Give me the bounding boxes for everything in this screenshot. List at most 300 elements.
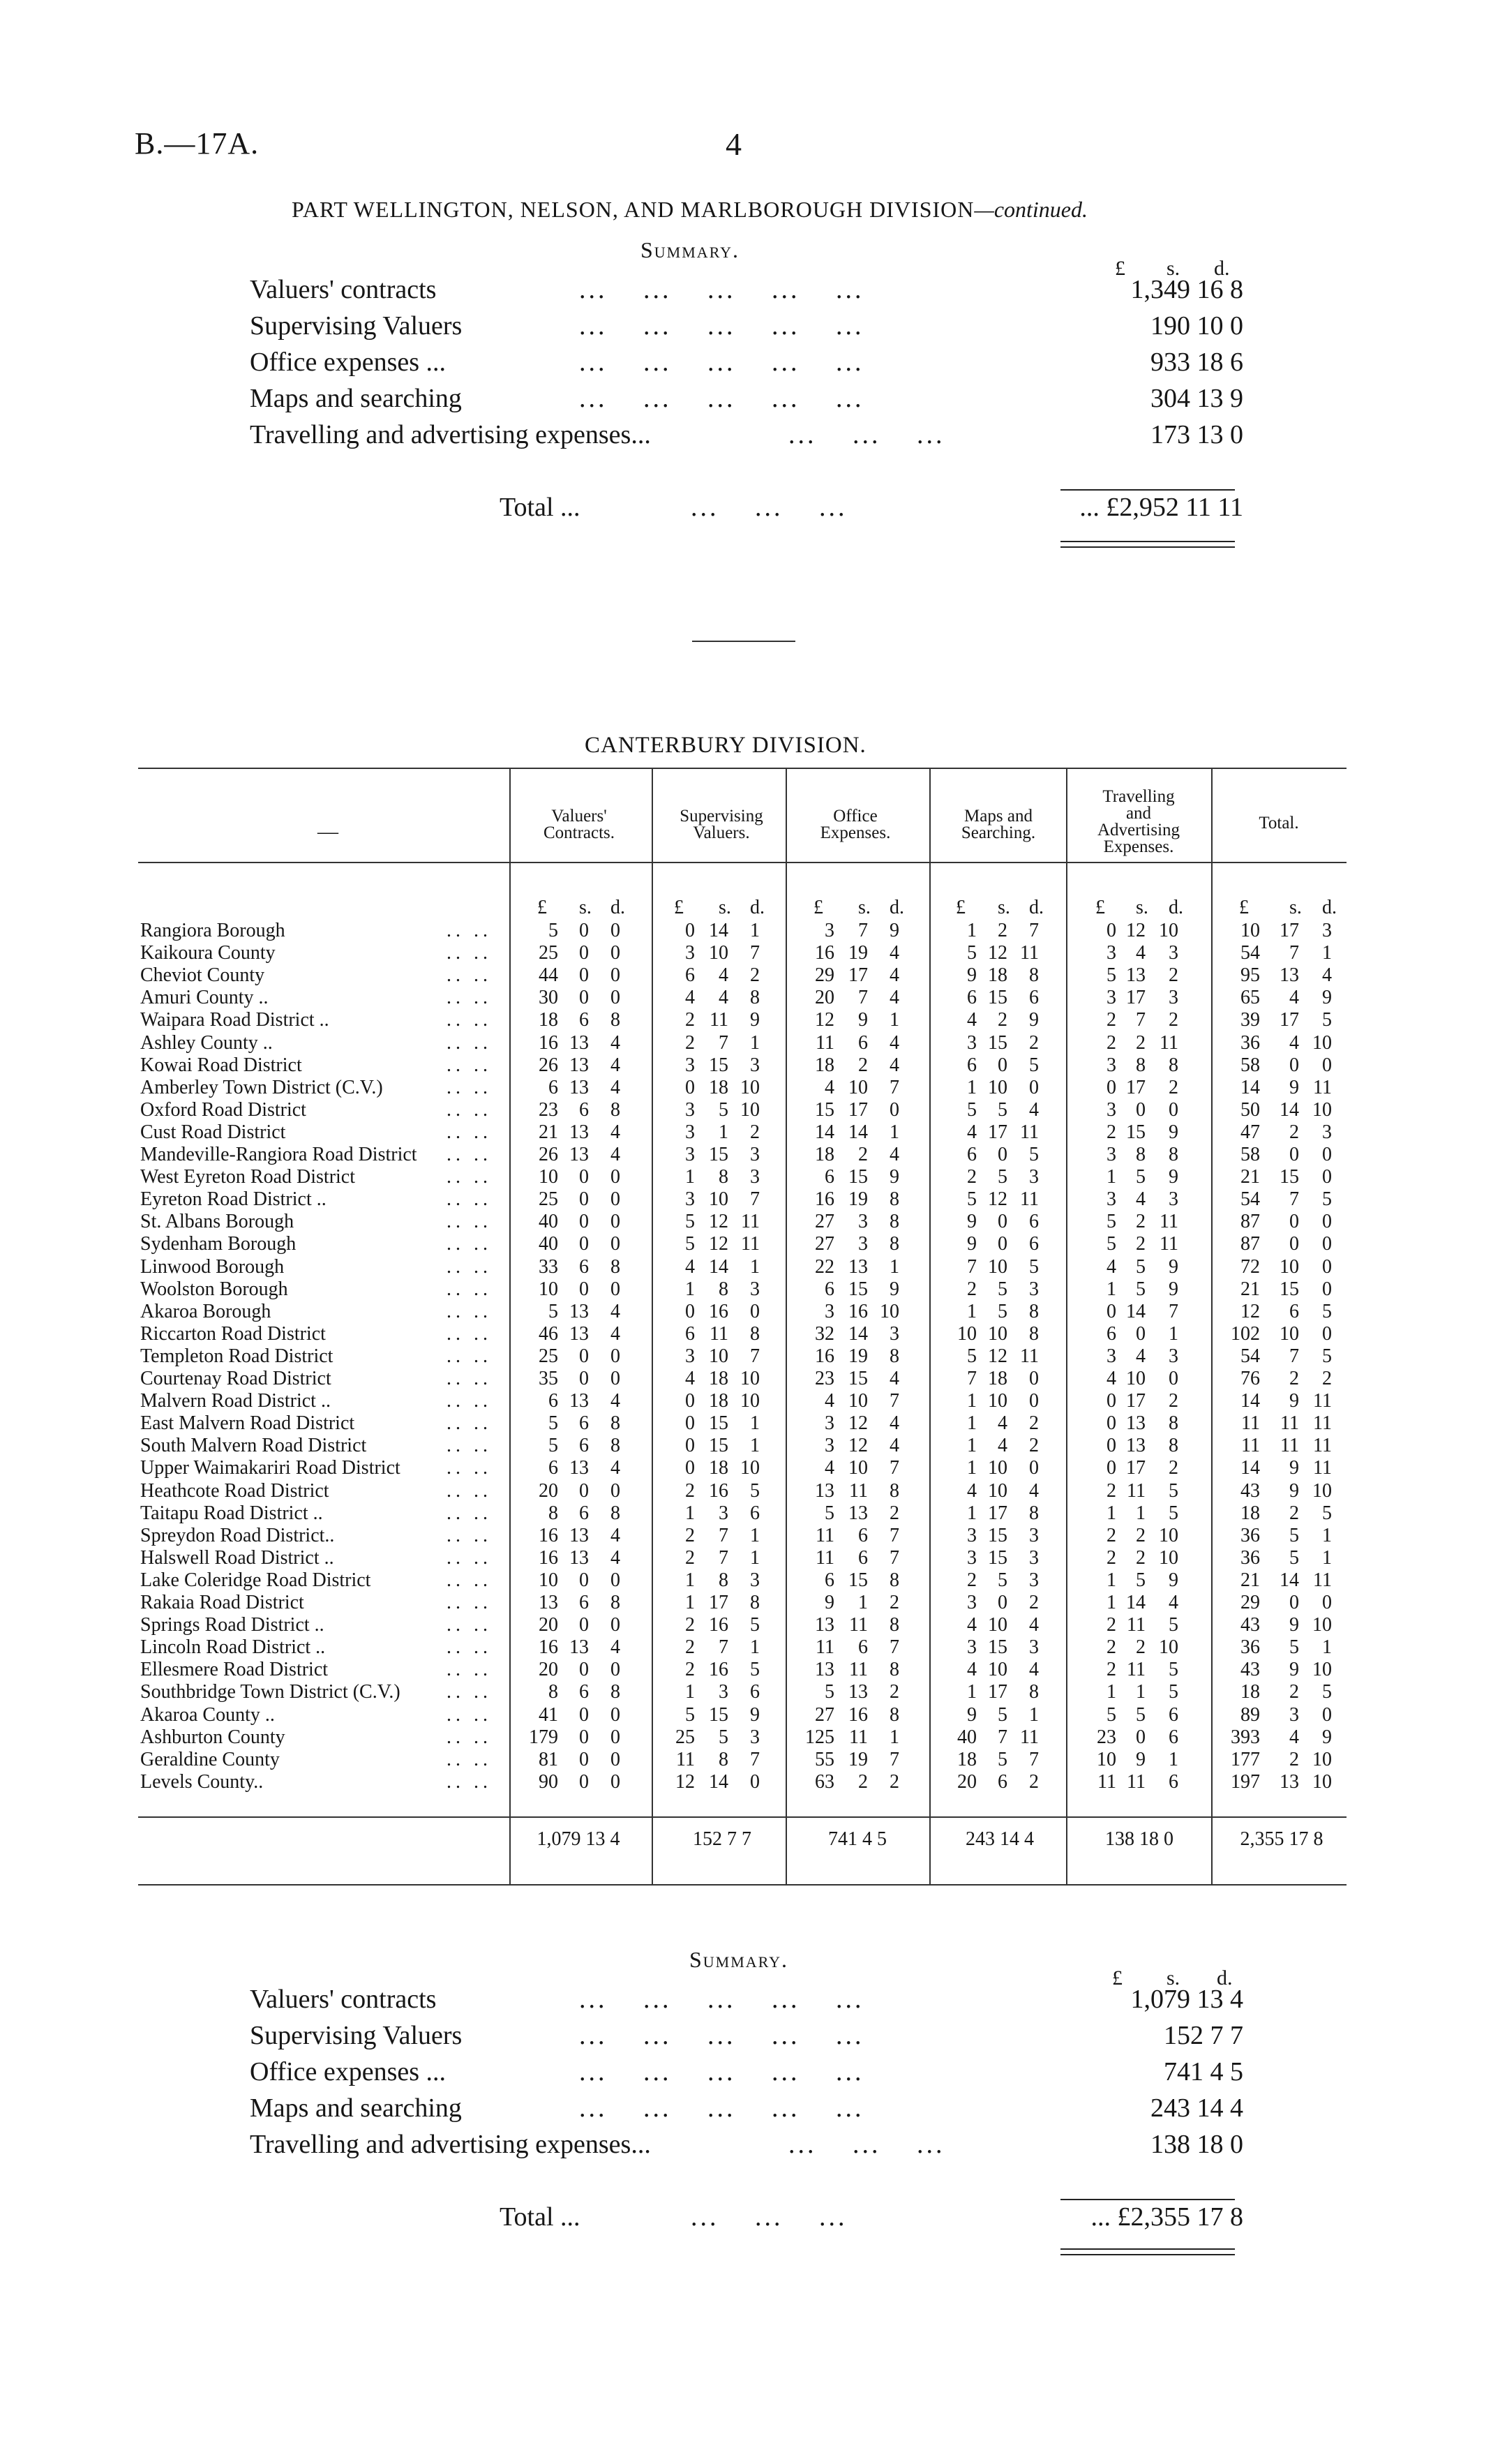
cell-value: 6: [1289, 1300, 1299, 1322]
total-rule: [1060, 2199, 1235, 2200]
cell-value: 7: [998, 1726, 1007, 1748]
cell-value: 5: [1107, 1211, 1116, 1233]
cell-value: 10: [1312, 1770, 1332, 1793]
cell-value: 11: [1313, 1569, 1332, 1591]
unit-label: £: [674, 897, 684, 918]
cell-value: 4: [719, 987, 728, 1009]
cell-value: 11: [1241, 1412, 1260, 1435]
cell-value: 10: [1240, 920, 1260, 941]
cell-value: 0: [579, 1211, 589, 1233]
cell-value: 43: [1240, 1659, 1260, 1681]
cell-value: 15: [988, 1636, 1007, 1659]
cell-value: 5: [1322, 1502, 1332, 1524]
unit-label: £: [1095, 897, 1105, 918]
cell-value: 1: [750, 1524, 760, 1546]
leader-dots: ... ... ... ... ...: [579, 348, 864, 377]
district-name: Geraldine County: [140, 1748, 280, 1770]
cell-value: 5: [1322, 1681, 1332, 1703]
leader-dots: ... ... ... ... ...: [579, 275, 864, 304]
cell-value: 0: [1289, 1054, 1299, 1076]
cell-value: 18: [709, 1390, 728, 1412]
leader-dots: .. ..: [447, 1435, 492, 1457]
cell-value: 4: [610, 1054, 620, 1076]
unit-label: £: [956, 897, 966, 918]
cell-value: 12: [848, 1435, 868, 1457]
cell-value: 2: [1136, 1233, 1146, 1255]
cell-value: 0: [1322, 1233, 1332, 1255]
cell-value: 1: [967, 1076, 977, 1098]
cell-value: 16: [815, 1188, 834, 1211]
summary-total-row: [0, 492, 1500, 528]
cell-value: 4: [610, 1322, 620, 1345]
cell-value: 2: [685, 1479, 695, 1502]
cell-value: 3: [750, 1569, 760, 1591]
cell-value: 3: [685, 1054, 695, 1076]
leader-dots: .. ..: [447, 1345, 492, 1367]
unit-pounds: £: [1112, 1966, 1123, 1989]
cell-value: 11: [849, 1659, 868, 1681]
cell-value: 17: [1126, 1390, 1146, 1412]
cell-value: 5: [1136, 1278, 1146, 1300]
cell-value: 5: [1169, 1479, 1178, 1502]
cell-value: 2: [685, 1524, 695, 1546]
cell-value: 3: [1029, 1524, 1039, 1546]
cell-value: 20: [957, 1770, 977, 1793]
cell-value: 15: [709, 1703, 728, 1726]
table-row: [0, 1412, 1500, 1435]
table-row: [0, 1749, 1500, 1771]
cell-value: 13: [1280, 1770, 1299, 1793]
cell-value: 4: [719, 964, 728, 987]
cell-value: 17: [709, 1592, 728, 1613]
table-row: [0, 1547, 1500, 1569]
cell-value: 6: [858, 1524, 868, 1546]
cell-value: 3: [1029, 1569, 1039, 1591]
cell-value: 54: [1240, 942, 1260, 964]
cell-value: 4: [610, 1546, 620, 1569]
cell-value: 16: [815, 942, 834, 964]
cell-value: 2: [858, 1054, 868, 1076]
cell-value: 5: [998, 1569, 1007, 1591]
cell-value: 9: [1136, 1748, 1146, 1770]
cell-value: 7: [890, 1636, 899, 1659]
leader-dots: ... ... ... ... ...: [579, 384, 864, 413]
cell-value: 13: [569, 1144, 589, 1165]
cell-value: 0: [610, 1726, 620, 1748]
leader-dots: .. ..: [447, 1681, 492, 1703]
cell-value: 11: [1020, 1121, 1039, 1143]
cell-value: 4: [1322, 964, 1332, 987]
cell-value: 9: [1289, 1390, 1299, 1412]
leader-dots: ... ... ... ... ...: [579, 2057, 864, 2086]
cell-value: 0: [1322, 1322, 1332, 1345]
cell-value: 12: [709, 1211, 728, 1233]
cell-value: 2: [1107, 1121, 1116, 1143]
table-row: [0, 1636, 1500, 1659]
cell-value: 6: [579, 1009, 589, 1031]
cell-value: 2: [1322, 1368, 1332, 1389]
cell-value: 36: [1240, 1031, 1260, 1054]
cell-value: 13: [1126, 1412, 1146, 1435]
cell-value: 12: [675, 1770, 695, 1793]
cell-value: 0: [685, 1300, 695, 1322]
district-name: Ashburton County: [140, 1726, 285, 1748]
cell-value: 1: [890, 1009, 899, 1031]
cell-value: 0: [579, 942, 589, 964]
district-name: Eyreton Road District ..: [140, 1188, 327, 1211]
cell-value: 15: [709, 1412, 728, 1435]
leader-dots: .. ..: [447, 1524, 492, 1546]
cell-value: 5: [967, 1098, 977, 1121]
cell-value: 0: [1107, 1076, 1116, 1098]
table-row: [0, 1525, 1500, 1547]
cell-value: 2: [750, 1121, 760, 1143]
cell-value: 9: [890, 920, 899, 941]
summary-amount: 173 13 0: [1150, 420, 1243, 449]
cell-value: 2: [890, 1770, 899, 1793]
cell-value: 14: [1240, 1457, 1260, 1479]
column-total: 1,079 13 4: [537, 1828, 620, 1850]
cell-value: 2: [685, 1546, 695, 1569]
leader-dots: .. ..: [447, 1300, 492, 1322]
cell-value: 0: [685, 1076, 695, 1098]
cell-value: 11: [816, 1031, 834, 1054]
cell-value: 0: [685, 1435, 695, 1457]
cell-value: 3: [1029, 1278, 1039, 1300]
cell-value: 2: [1107, 1659, 1116, 1681]
cell-value: 9: [1169, 1569, 1178, 1591]
cell-value: 8: [610, 1502, 620, 1524]
cell-value: 10: [1159, 1524, 1178, 1546]
cell-value: 8: [719, 1166, 728, 1188]
cell-value: 1: [685, 1502, 695, 1524]
cell-value: 2: [1107, 1009, 1116, 1031]
table-row: [0, 1457, 1500, 1479]
cell-value: 2: [1169, 1076, 1178, 1098]
cell-value: 0: [998, 1054, 1007, 1076]
cell-value: 4: [890, 1435, 899, 1457]
summary-row: [0, 274, 1500, 311]
unit-pence: d.: [1217, 1966, 1233, 1989]
cell-value: 8: [610, 1435, 620, 1457]
cell-value: 0: [1029, 1457, 1039, 1479]
cell-value: 3: [685, 1144, 695, 1165]
cell-value: 0: [1029, 1076, 1039, 1098]
cell-value: 14: [1280, 1098, 1299, 1121]
district-name: Heathcote Road District: [140, 1479, 329, 1502]
district-name: Ashley County ..: [140, 1031, 273, 1054]
cell-value: 29: [815, 964, 834, 987]
cell-value: 5: [998, 1166, 1007, 1188]
cell-value: 10: [1159, 1546, 1178, 1569]
cell-value: 44: [539, 964, 558, 987]
unit-pence: d.: [1214, 257, 1230, 280]
summary-total-amount: ... £2,355 17 8: [1090, 2202, 1243, 2232]
table-row: [0, 1480, 1500, 1502]
cell-value: 5: [967, 1345, 977, 1367]
cell-value: 2: [890, 1681, 899, 1703]
cell-value: 11: [849, 1614, 868, 1636]
district-name: Riccarton Road District: [140, 1322, 326, 1345]
table-row: [0, 1278, 1500, 1301]
cell-value: 23: [539, 1098, 558, 1121]
leader-dots: .. ..: [447, 1546, 492, 1569]
cell-value: 10: [1312, 1659, 1332, 1681]
cell-value: 18: [988, 1368, 1007, 1389]
cell-value: 2: [1107, 1636, 1116, 1659]
cell-value: 15: [848, 1166, 868, 1188]
leader-dots: .. ..: [447, 1502, 492, 1524]
cell-value: 0: [579, 1166, 589, 1188]
cell-value: 40: [539, 1233, 558, 1255]
cell-value: 5: [1322, 1345, 1332, 1367]
summary-heading: Summary.: [640, 237, 740, 262]
cell-value: 0: [1322, 1166, 1332, 1188]
cell-value: 8: [610, 1681, 620, 1703]
cell-value: 1: [1107, 1592, 1116, 1613]
district-name: Lake Coleridge Road District: [140, 1569, 371, 1591]
cell-value: 3: [719, 1681, 728, 1703]
cell-value: 3: [750, 1278, 760, 1300]
cell-value: 4: [1029, 1659, 1039, 1681]
district-name: Rakaia Road District: [140, 1592, 304, 1613]
cell-value: 1: [750, 920, 760, 941]
cell-value: 90: [539, 1770, 558, 1793]
cell-value: 2: [1107, 1546, 1116, 1569]
cell-value: 13: [569, 1390, 589, 1412]
cell-value: 3: [1107, 1188, 1116, 1211]
cell-value: 20: [815, 987, 834, 1009]
cell-value: 5: [967, 1188, 977, 1211]
cell-value: 47: [1240, 1121, 1260, 1143]
cell-value: 3: [1169, 987, 1178, 1009]
cell-value: 7: [1289, 942, 1299, 964]
cell-value: 7: [967, 1255, 977, 1278]
cell-value: 5: [998, 1748, 1007, 1770]
cell-value: 14: [1240, 1076, 1260, 1098]
cell-value: 4: [825, 1390, 834, 1412]
cell-value: 6: [579, 1255, 589, 1278]
cell-value: 10: [988, 1479, 1007, 1502]
cell-value: 6: [1029, 987, 1039, 1009]
district-name: Cust Road District: [140, 1121, 286, 1143]
cell-value: 1: [750, 1546, 760, 1569]
cell-value: 2: [1136, 1546, 1146, 1569]
cell-value: 2: [1107, 1524, 1116, 1546]
cell-value: 1: [967, 1457, 977, 1479]
cell-value: 102: [1231, 1322, 1260, 1345]
cell-value: 0: [1322, 1703, 1332, 1726]
cell-value: 0: [610, 1345, 620, 1367]
cell-value: 4: [890, 1368, 899, 1389]
cell-value: 12: [1240, 1300, 1260, 1322]
cell-value: 16: [848, 1300, 868, 1322]
cell-value: 5: [719, 1726, 728, 1748]
leader-dots: .. ..: [447, 1368, 492, 1389]
cell-value: 0: [579, 1479, 589, 1502]
col-header-line: Searching.: [961, 823, 1036, 842]
unit-pounds: £: [1115, 257, 1125, 280]
cell-value: 4: [1136, 1188, 1146, 1211]
column-total: 243 14 4: [966, 1828, 1034, 1850]
cell-value: 6: [825, 1166, 834, 1188]
cell-value: 20: [539, 1479, 558, 1502]
cell-value: 6: [1107, 1322, 1116, 1345]
summary-label: Maps and searching: [250, 2093, 462, 2123]
cell-value: 0: [579, 987, 589, 1009]
cell-value: 6: [858, 1546, 868, 1569]
cell-value: 15: [709, 1435, 728, 1457]
cell-value: 8: [890, 1659, 899, 1681]
cell-value: 0: [750, 1300, 760, 1322]
cell-value: 11: [1241, 1435, 1260, 1457]
cell-value: 11: [1020, 1726, 1039, 1748]
cell-value: 3: [825, 920, 834, 941]
cell-value: 197: [1231, 1770, 1260, 1793]
cell-value: 3: [685, 1098, 695, 1121]
cell-value: 13: [569, 1322, 589, 1345]
cell-value: 14: [815, 1121, 834, 1143]
leader-dots: .. ..: [447, 1322, 492, 1345]
cell-value: 19: [848, 1188, 868, 1211]
cell-value: 9: [1289, 1479, 1299, 1502]
unit-label: s.: [719, 897, 731, 918]
cell-value: 6: [825, 1569, 834, 1591]
leader-dots: .. ..: [447, 1770, 492, 1793]
cell-value: 5: [750, 1659, 760, 1681]
cell-value: 0: [685, 920, 695, 941]
unit-label: £: [813, 897, 823, 918]
cell-value: 23: [1097, 1726, 1116, 1748]
summary-label: Valuers' contracts: [250, 1985, 437, 2014]
cell-value: 8: [890, 1479, 899, 1502]
cell-value: 11: [816, 1546, 834, 1569]
cell-value: 3: [967, 1524, 977, 1546]
cell-value: 16: [539, 1546, 558, 1569]
cell-value: 8: [1029, 964, 1039, 987]
cell-value: 7: [750, 1748, 760, 1770]
cell-value: 7: [719, 1031, 728, 1054]
cell-value: 2: [1029, 1770, 1039, 1793]
cell-value: 17: [848, 964, 868, 987]
cell-value: 5: [548, 1412, 558, 1435]
district-name: West Eyreton Road District: [140, 1166, 356, 1188]
cell-value: 4: [685, 1255, 695, 1278]
cell-value: 8: [750, 1592, 760, 1613]
unit-shillings: s.: [1167, 1966, 1180, 1989]
cell-value: 4: [890, 942, 899, 964]
cell-value: 9: [1169, 1166, 1178, 1188]
table-row: [0, 1256, 1500, 1278]
cell-value: 10: [1159, 920, 1178, 941]
leader-dots: .. ..: [447, 942, 492, 964]
page-number: 4: [726, 126, 742, 162]
summary-label: Office expenses ...: [250, 348, 447, 377]
cell-value: 14: [709, 1770, 728, 1793]
cell-value: 5: [998, 1098, 1007, 1121]
cell-value: 15: [1280, 1166, 1299, 1188]
cell-value: 7: [858, 920, 868, 941]
district-name: Courtenay Road District: [140, 1368, 331, 1389]
cell-value: 13: [569, 1300, 589, 1322]
cell-value: 2: [967, 1278, 977, 1300]
cell-value: 5: [998, 1300, 1007, 1322]
district-name: Oxford Road District: [140, 1098, 306, 1121]
cell-value: 15: [815, 1098, 834, 1121]
cell-value: 1: [685, 1278, 695, 1300]
leader-dots: .. ..: [447, 1390, 492, 1412]
cell-value: 10: [1097, 1748, 1116, 1770]
cell-value: 0: [610, 942, 620, 964]
cell-value: 6: [548, 1390, 558, 1412]
cell-value: 13: [848, 1255, 868, 1278]
cell-value: 1: [1322, 942, 1332, 964]
cell-value: 8: [610, 1009, 620, 1031]
cell-value: 7: [967, 1368, 977, 1389]
cell-value: 2: [858, 1144, 868, 1165]
cell-value: 0: [998, 1144, 1007, 1165]
cell-value: 14: [1240, 1390, 1260, 1412]
cell-value: 7: [1029, 1748, 1039, 1770]
cell-value: 2: [750, 964, 760, 987]
cell-value: 4: [610, 1076, 620, 1098]
cell-value: 10: [740, 1098, 760, 1121]
cell-value: 0: [610, 1770, 620, 1793]
cell-value: 5: [1136, 1703, 1146, 1726]
column-total: 152 7 7: [693, 1828, 751, 1850]
summary-row: [0, 2056, 1500, 2093]
cell-value: 0: [1136, 1726, 1146, 1748]
cell-value: 13: [1280, 964, 1299, 987]
cell-value: 4: [685, 1368, 695, 1389]
cell-value: 8: [1029, 1322, 1039, 1345]
table-row: [0, 1681, 1500, 1703]
col-header-line: Advertising: [1097, 821, 1180, 839]
section-divider: [692, 641, 795, 642]
cell-value: 0: [1322, 1592, 1332, 1613]
cell-value: 1: [967, 1390, 977, 1412]
cell-value: 12: [988, 942, 1007, 964]
cell-value: 2: [890, 1592, 899, 1613]
cell-value: 5: [1289, 1524, 1299, 1546]
cell-value: 10: [1312, 1098, 1332, 1121]
cell-value: 0: [685, 1412, 695, 1435]
cell-value: 11: [1020, 1188, 1039, 1211]
summary-amount: 243 14 4: [1150, 2093, 1243, 2123]
cell-value: 0: [1107, 1457, 1116, 1479]
cell-value: 10: [988, 1614, 1007, 1636]
cell-value: 1: [890, 1121, 899, 1143]
column-total: 741 4 5: [828, 1828, 887, 1850]
cell-value: 87: [1240, 1233, 1260, 1255]
cell-value: 6: [967, 987, 977, 1009]
cell-value: 11: [816, 1636, 834, 1659]
cell-value: 4: [1289, 1031, 1299, 1054]
cell-value: 5: [548, 920, 558, 941]
cell-value: 5: [1322, 1300, 1332, 1322]
cell-value: 2: [685, 1659, 695, 1681]
cell-value: 12: [815, 1009, 834, 1031]
cell-value: 6: [579, 1435, 589, 1457]
leader-dots: .. ..: [447, 1188, 492, 1211]
cell-value: 17: [988, 1502, 1007, 1524]
cell-value: 1: [890, 1255, 899, 1278]
leader-dots: .. ..: [447, 1636, 492, 1659]
cell-value: 15: [848, 1368, 868, 1389]
cell-value: 6: [579, 1592, 589, 1613]
cell-value: 13: [848, 1681, 868, 1703]
cell-value: 0: [610, 1166, 620, 1188]
